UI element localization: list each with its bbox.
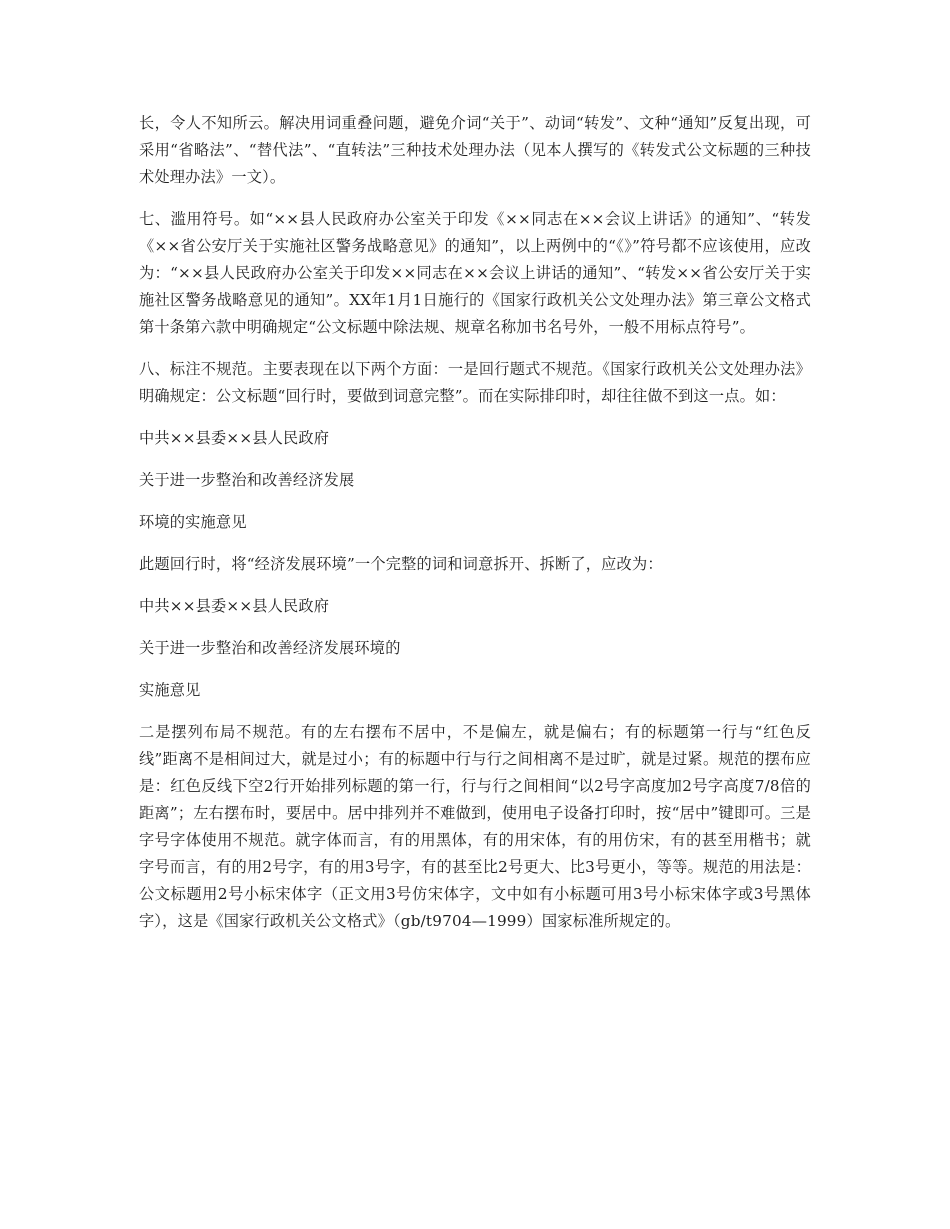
paragraph-section-eight: 八、标注不规范。主要表现在以下两个方面：一是回行题式不规范。《国家行政机关公文处理办法》明确规定：公文标题“回行时，要做到词意完整”。而在实际排印时，却往往做不到这一点。如： <box>139 360 811 405</box>
document-page <box>139 110 811 950</box>
paragraph-correction-note: 此题回行时，将“经济发展环境”一个完整的词和词意拆开、拆断了，应改为： <box>139 555 663 573</box>
corrected-title-line-3: 实施意见 <box>139 681 201 699</box>
paragraph-layout-and-font: 二是摆列布局不规范。有的左右摆布不居中，不是偏左，就是偏右；有的标题第一行与“红色反线”距离不是相间过大，就是过小；有的标题中行与行之间相离不是过旷，就是过紧。规范的摆布应是：红色反线下空2行开始排列标题的第一行，行与行之间相间“以2号字高度加2号字高度7/8倍的距离”；左右摆布时，要居中。居中排列并不难做到，使用电子设备打印时，按“居中”键即可。三是字号字体使用不规范。就字体而言，有的用黑体，有的用宋体，有的用仿宋，有的甚至用楷书；就字号而言，有的用2号字，有的用3号字，有的甚至比2号更大、比3号更小，等等。规范的用法是：公文标题用2号小标宋体字（正文用3号仿宋体字，文中如有小标题可用3号小标宋体字或3号黑体字），这是《国家行政机关公文格式》（gb/t9704—1999）国家标准所规定的。 <box>139 723 811 930</box>
example-title-line-3: 环境的实施意见 <box>139 513 247 531</box>
corrected-title-line-2: 关于进一步整治和改善经济发展环境的 <box>139 639 401 657</box>
example-title-line-1: 中共××县委××县人民政府 <box>139 429 330 447</box>
paragraph-intro-continuation: 长，令人不知所云。解决用词重叠问题，避免介词“关于”、动词“转发”、文种“通知”反复出现，可采用“省略法”、“替代法”、“直转法”三种技术处理办法（见本人撰写的《转发式公文标题的三种技术处理办法》一文）。 <box>139 114 811 186</box>
corrected-title-line-1: 中共××县委××县人民政府 <box>139 597 330 615</box>
example-title-line-2: 关于进一步整治和改善经济发展 <box>139 471 355 489</box>
paragraph-section-seven: 七、滥用符号。如“××县人民政府办公室关于印发《××同志在××会议上讲话》的通知”、“转发《××省公安厅关于实施社区警务战略意见》的通知”，以上两例中的“《》”符号都不应该使用，应改为：“××县人民政府办公室关于印发××同志在××会议上讲话的通知”、“转发××省公安厅关于实施社区警务战略意见的通知”。XX年1月1日施行的《国家行政机关公文处理办法》第三章公文格式第十条第六款中明确规定“公文标题中除法规、规章名称加书名号外，一般不用标点符号”。 <box>139 210 811 336</box>
